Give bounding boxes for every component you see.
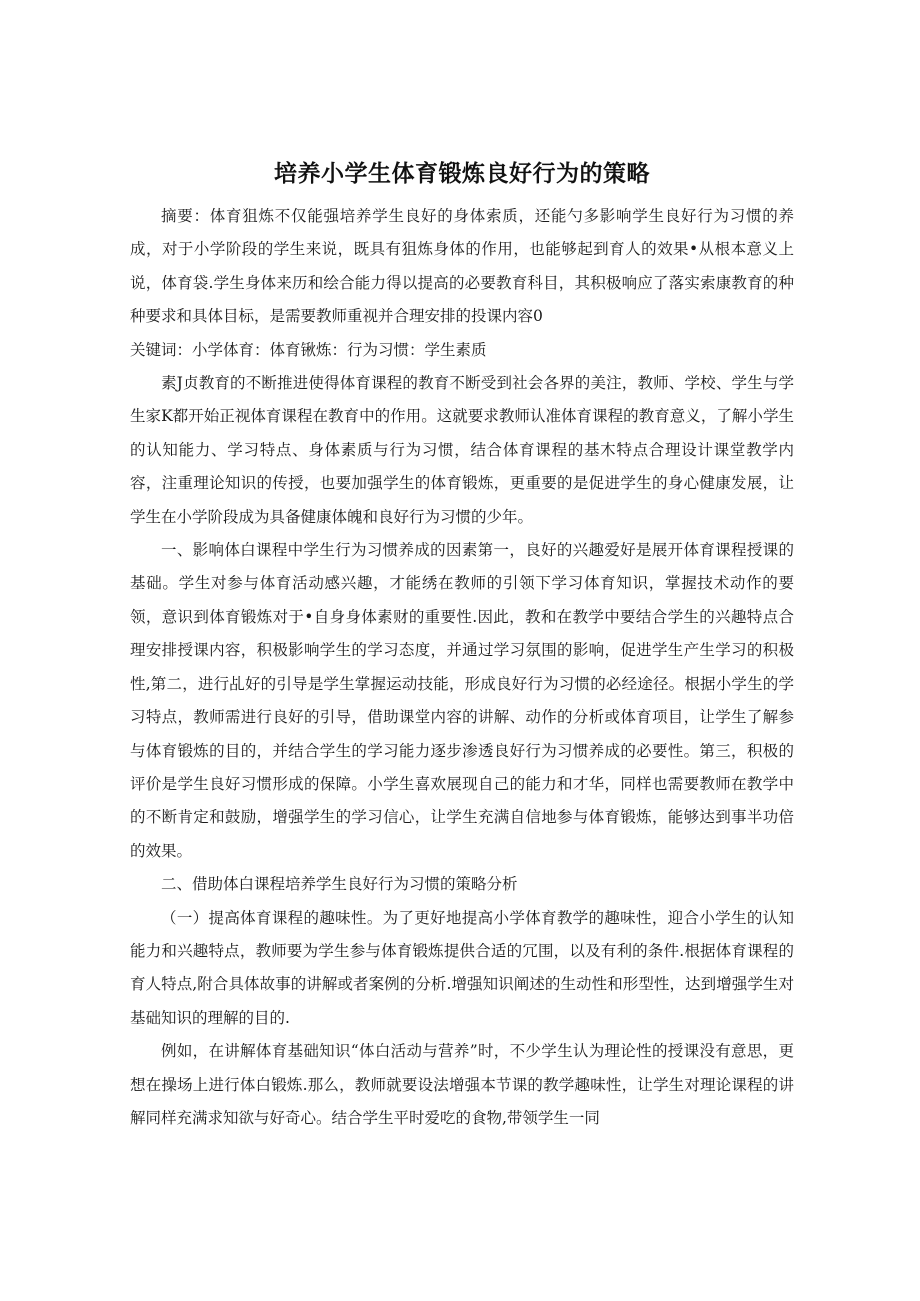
document-title: 培养小学生体育锻炼良好行为的策略 [274, 161, 650, 187]
body-paragraph-intro: 素J贞教育的不断推进使得体育课程的教育不断受到社会各界的美注，教师、学校、学生与学生家K都开始正视体育课程在教育中的作用。这就要求教师认准体育课程的教育意义，了解小学生的认知能力、学习特点、身体素质与行为习惯，结合体育课程的基木特点合理设计课堂教学内容，注重理论知识的传授，也要加强学生的体育锻炼，更重要的是促进学生的身心健康发展，让学生在小学阶段成为具备健康体魄和良好行为习惯的少年。 [130, 374, 794, 526]
body-paragraph-subsection-1: （一）提高体育课程的趣味性。为了更好地提高小学体育教学的趣味性，迎合小学生的认知能力和兴趣特点，教师要为学生参与体育锻炼提供合适的冗围，以及有利的条件.根据体育课程的育人特点,附合具体故事的讲解或者案例的分析.增强知识阐述的生动性和形型性，达到增强学生对基础知识的理解的目的. [130, 908, 794, 1027]
keywords-line: 关键词：小学体育：体育锹炼：行为习惯：学生素质 [130, 340, 487, 359]
document-page [130, 158, 794, 1135]
section-2-heading: 二、借助体白课程培养学生良好行为习惯的策略分析 [161, 875, 518, 894]
body-paragraph-section-1: 一、影响体白课程中学生行为习惯养成的因素第一，良好的兴趣爱好是展开体育课程授课的基础。学生对参与体育活动感兴趣，才能绣在教师的引领下学习体育知识，掌握技术动作的要领，意识到体育锻炼对于•自身身体素财的重要性.因此，教和在教学中要结合学生的兴趣特点合理安排授课内容，积极影响学生的学习态度，并通过学习氛围的影响，促进学生产生学习的积极性,第二，进行乩好的引导是学生掌握运动技能，形成良好行为习惯的必经途径。根据小学生的学习特点，教师需进行良好的引导，借助课堂内容的讲解、动作的分析或体育项目，让学生了解参与体育锻炼的目的，并结合学生的学习能力逐步渗透良好行为习惯养成的必要性。第三，积极的评价是学生良好习惯形成的保障。小学生喜欢展现自己的能力和才华，同样也需要教师在教学中的不断肯定和鼓励，增强学生的学习信心，让学生充满自信地参与体育锻炼，能够达到事半功倍的效果。 [130, 541, 794, 860]
body-paragraph-example: 例如，在讲解体育基础知识“体白活动与营养”时，不少学生认为理论性的授课没有意思，更想在操场上进行体白锻炼.那么，教师就要设法增强本节课的教学趣味性，让学生对理论课程的讲解同样充满求知欲与好奇心。结合学生平时爱吃的食物,带领学生一同 [130, 1042, 794, 1127]
abstract-paragraph: 摘要：体育狙炼不仅能强培养学生良好的身体索质，还能勺多影响学生良好行为习惯的养成，对于小学阶段的学生来说，既具有狙炼身体的作用，也能够起到育人的效果•从根本意义上说，体育袋.学生身体来历和绘合能力得以提高的必要教育科目，其积极响应了落实索康教育的种种要求和具体目标，是需要教师重视并合理安排的投课内容0 [130, 207, 794, 326]
